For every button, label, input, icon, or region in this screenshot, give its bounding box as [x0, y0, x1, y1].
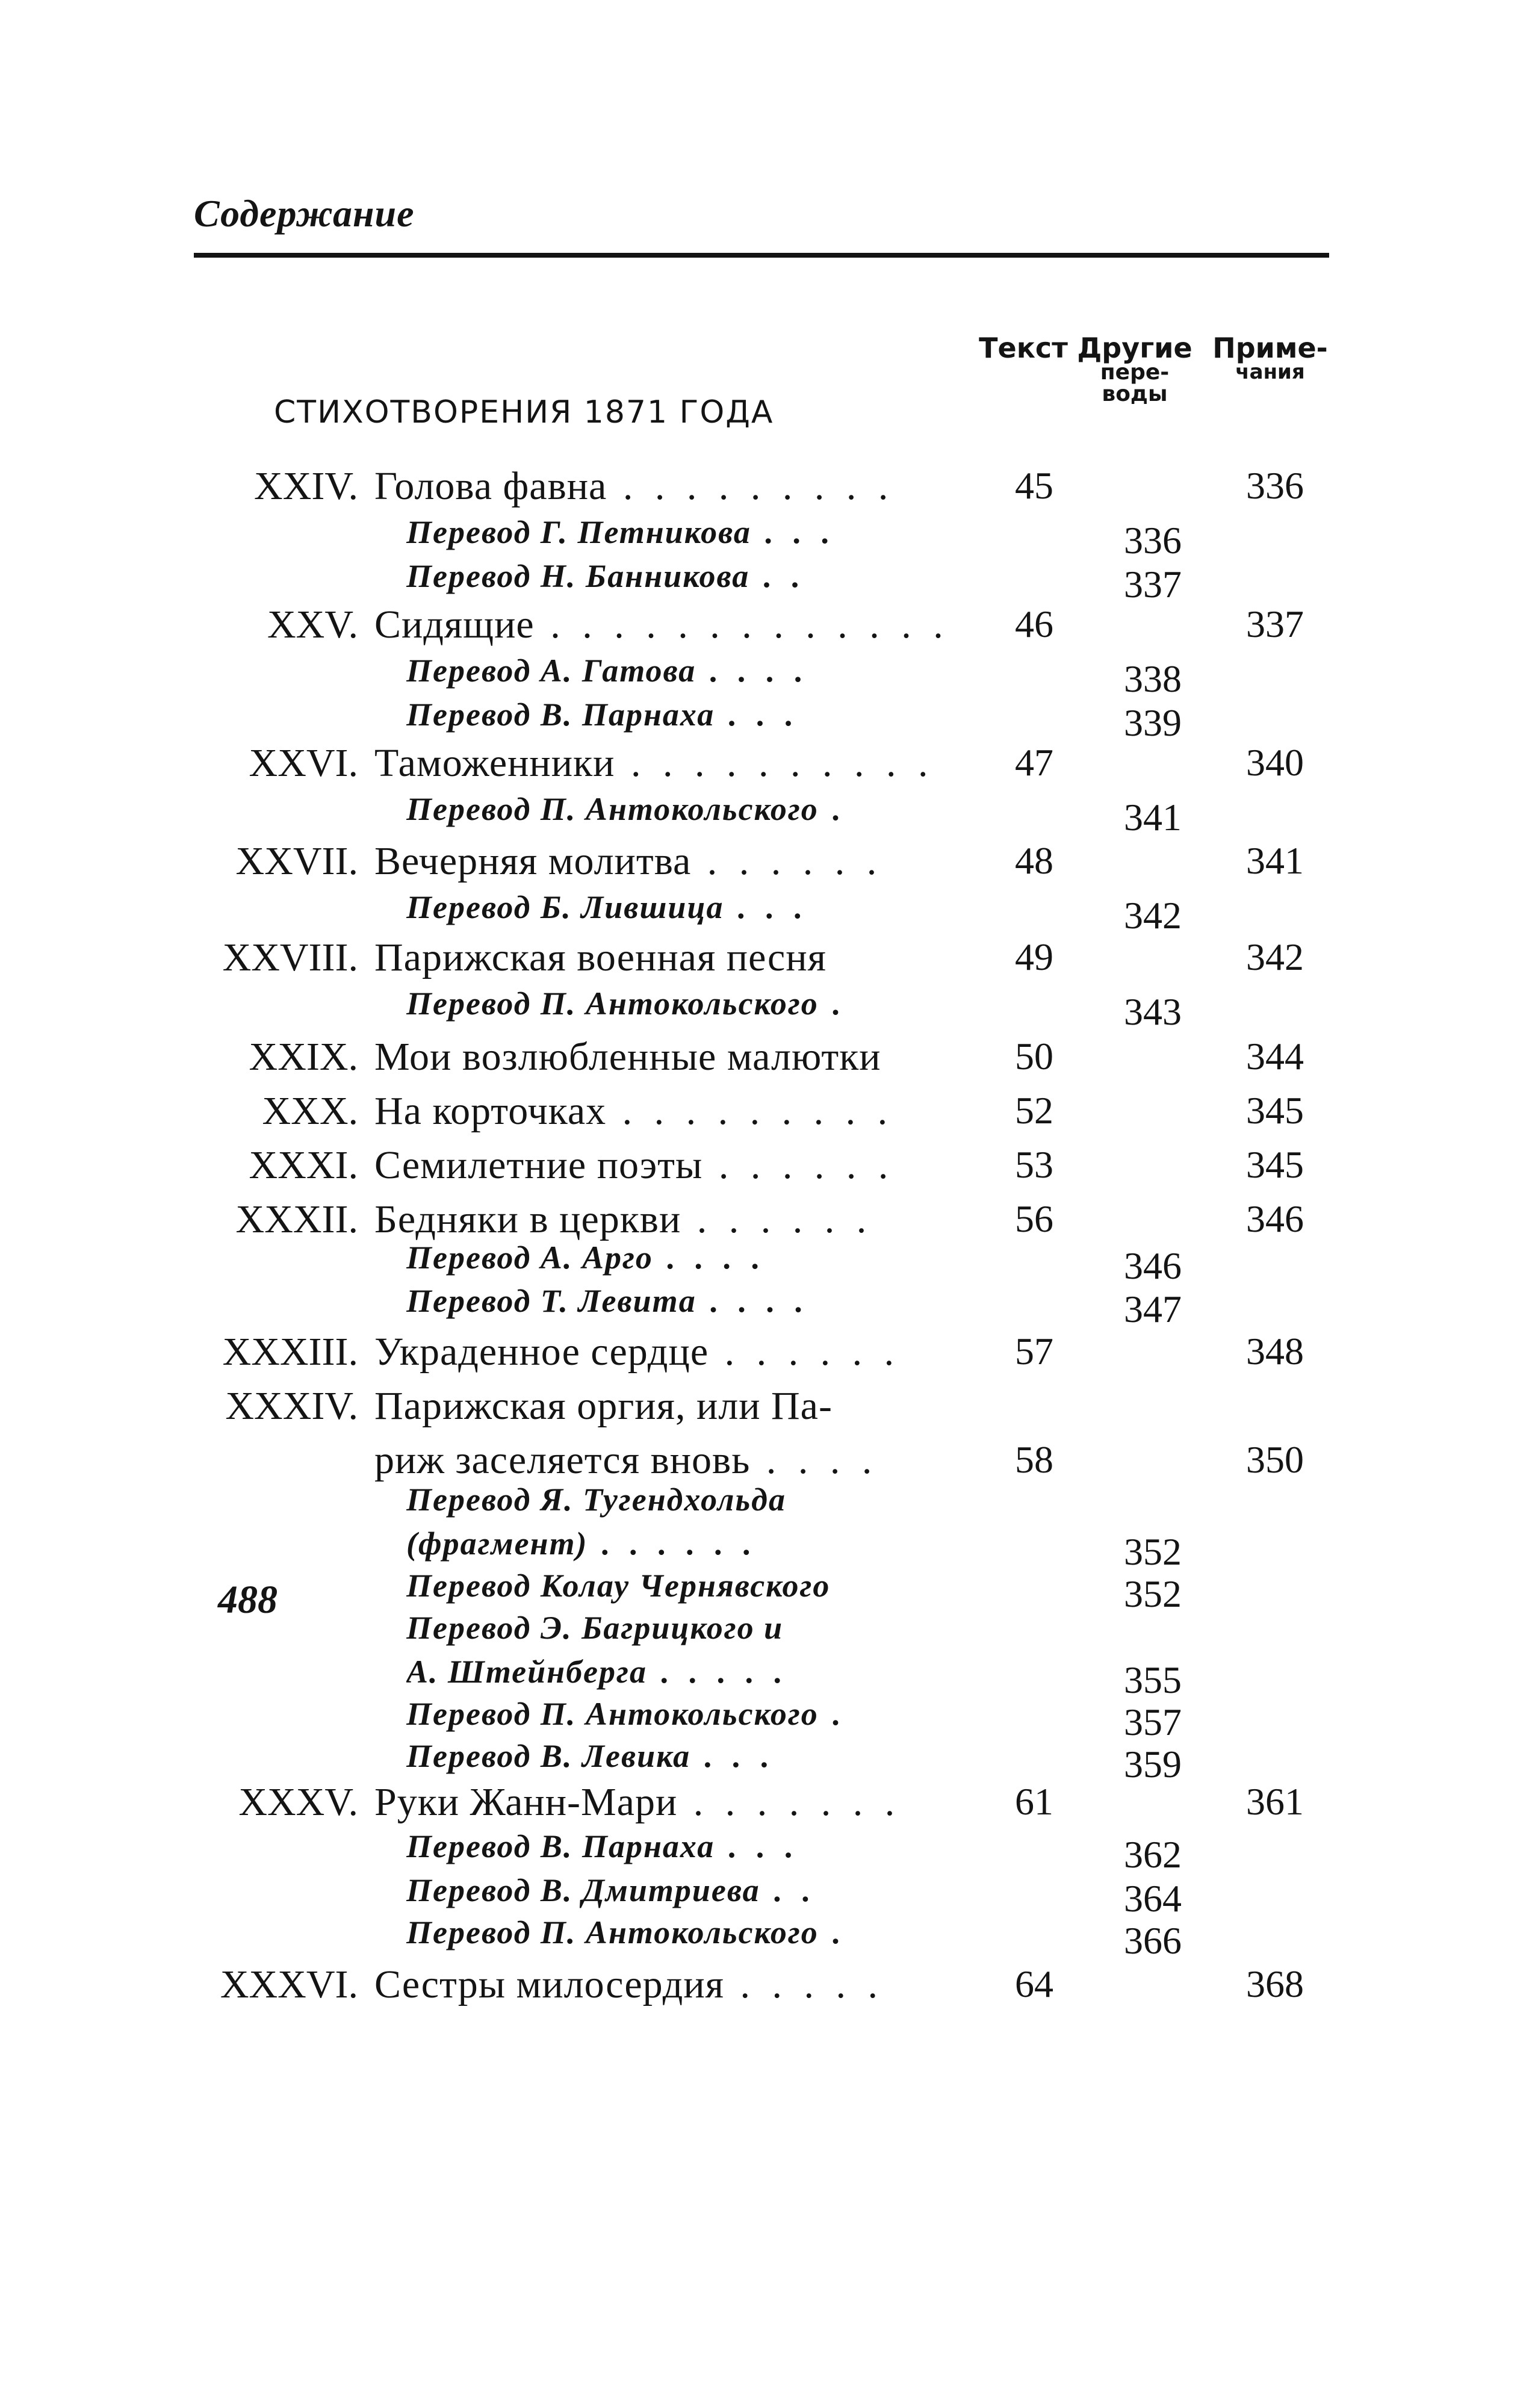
entry-text-page: 46	[1015, 603, 1053, 645]
toc-poem-entry	[0, 1780, 1535, 1828]
entry-title-line	[406, 985, 951, 1022]
entry-notes-page: 340	[1246, 741, 1304, 784]
entry-text-page: 58	[1015, 1438, 1053, 1481]
entry-text-page: 53	[1015, 1143, 1053, 1186]
entry-title: Мои возлюбленные малютки	[374, 1035, 881, 1079]
entry-title-line	[374, 1438, 951, 1483]
entry-title-line	[406, 790, 951, 828]
entry-title-line	[374, 1088, 951, 1134]
entry-title: Голова фавна	[374, 464, 607, 508]
dot-leader: . . .	[724, 889, 809, 925]
entry-title: Вечерняя молитва	[374, 839, 692, 883]
entry-number: XXX.	[262, 1089, 358, 1133]
toc-translation-entry	[0, 889, 1535, 937]
entry-number: XXXII.	[235, 1197, 358, 1241]
entry-number: XXVIII.	[222, 936, 358, 979]
dot-leader: . . . . . . .	[677, 1780, 901, 1824]
toc-poem-entry	[0, 1438, 1535, 1486]
entry-title-line	[406, 1481, 951, 1518]
entry-title-line	[406, 1239, 951, 1276]
entry-other-translation-page: 364	[1124, 1877, 1182, 1920]
entry-title-line	[374, 1143, 951, 1188]
entry-title: Сидящие	[374, 603, 535, 647]
toc-translation-entry	[0, 1282, 1535, 1330]
entry-notes-page: 368	[1246, 1963, 1304, 2005]
entry-title-line	[374, 1383, 951, 1429]
entry-text-page: 47	[1015, 741, 1053, 784]
entry-text-page: 61	[1015, 1780, 1053, 1823]
entry-title: Перевод В. Дмитриева	[406, 1872, 760, 1908]
dot-leader: . . . .	[653, 1240, 766, 1276]
dot-leader: . . . . . .	[709, 1330, 901, 1374]
entry-number: XXV.	[267, 603, 358, 647]
dot-leader: . . . . . . . . . . . . .	[534, 603, 949, 647]
toc-translation-entry	[0, 1695, 1535, 1743]
entry-other-translation-page: 357	[1124, 1701, 1182, 1743]
dot-leader: .	[818, 791, 847, 827]
toc-poem-entry	[0, 602, 1535, 650]
running-head: Содержание	[194, 192, 415, 235]
dot-leader: . . .	[715, 1828, 800, 1864]
entry-other-translation-page: 359	[1124, 1743, 1182, 1786]
dot-leader: . . . . .	[647, 1654, 789, 1690]
entry-text-page: 45	[1015, 464, 1053, 507]
entry-title-line	[406, 1609, 951, 1646]
entry-notes-page: 342	[1246, 936, 1304, 978]
entry-title-line	[406, 1737, 951, 1775]
entry-title: Таможенники	[374, 741, 615, 785]
entry-title-line	[374, 935, 951, 981]
toc-translation-entry	[0, 1872, 1535, 1920]
column-header-other-line: воды	[1102, 382, 1168, 406]
entry-title-line	[406, 514, 951, 551]
dot-leader: . . . . . . . . .	[606, 1089, 894, 1133]
dot-leader: . . . . . .	[691, 839, 883, 883]
dot-leader: .	[818, 1914, 847, 1950]
entry-number: XXXI.	[249, 1143, 358, 1187]
entry-title: Бедняки в церкви	[374, 1197, 681, 1241]
entry-title: риж заселяется вновь	[374, 1438, 751, 1482]
dot-leader: .	[818, 985, 847, 1022]
entry-title: Украденное сердце	[374, 1330, 709, 1374]
entry-other-translation-page: 342	[1124, 894, 1182, 937]
entry-other-translation-page: 352	[1124, 1572, 1182, 1615]
entry-title-line	[374, 464, 951, 509]
entry-title: Перевод В. Парнаха	[406, 1828, 715, 1864]
entry-other-translation-page: 339	[1124, 701, 1182, 744]
entry-notes-page: 361	[1246, 1780, 1304, 1823]
entry-title: Перевод Т. Левита	[406, 1283, 696, 1319]
toc-poem-entry	[0, 839, 1535, 887]
entry-other-translation-page: 362	[1124, 1833, 1182, 1876]
entry-number: XXIX.	[249, 1035, 358, 1079]
entry-other-translation-page: 352	[1124, 1530, 1182, 1573]
dot-leader: . . .	[751, 514, 836, 550]
entry-number: XXXVI.	[220, 1963, 358, 2006]
entry-title: Перевод П. Антокольского	[406, 1914, 819, 1950]
entry-other-translation-page: 347	[1124, 1288, 1182, 1330]
entry-title: Перевод В. Парнаха	[406, 697, 715, 733]
entry-title: Семилетние поэты	[374, 1143, 703, 1187]
toc-poem-entry	[0, 1088, 1535, 1137]
entry-notes-page: 345	[1246, 1143, 1304, 1186]
entry-title: Перевод А. Гатова	[406, 653, 696, 689]
toc-translation-entry	[0, 1737, 1535, 1786]
entry-title: Перевод П. Антокольского	[406, 1696, 819, 1732]
entry-title: Перевод Я. Тугендхольда	[406, 1482, 786, 1518]
entry-title: Перевод А. Арго	[406, 1240, 653, 1276]
toc-translation-entry	[0, 1481, 1535, 1529]
toc-translation-entry	[0, 1653, 1535, 1701]
entry-other-translation-page: 366	[1124, 1919, 1182, 1962]
entry-text-page: 57	[1015, 1330, 1053, 1373]
dot-leader: . . . .	[696, 1283, 810, 1319]
entry-other-translation-page: 337	[1124, 563, 1182, 606]
dot-leader: . . . . .	[724, 1963, 884, 2006]
dot-leader: . . . . . .	[588, 1525, 758, 1562]
toc-translation-entry	[0, 1828, 1535, 1876]
toc-translation-entry	[0, 985, 1535, 1033]
entry-title-line	[406, 1914, 951, 1951]
entry-number: XXVI.	[249, 741, 358, 785]
dot-leader: .	[818, 1696, 847, 1732]
entry-notes-page: 350	[1246, 1438, 1304, 1481]
entry-title-line	[406, 889, 951, 926]
toc-translation-entry	[0, 514, 1535, 562]
entry-notes-page: 344	[1246, 1035, 1304, 1078]
entry-title-line	[406, 1567, 951, 1604]
entry-title-line	[406, 1695, 951, 1733]
entry-other-translation-page: 343	[1124, 990, 1182, 1033]
entry-number: XXXV.	[238, 1780, 358, 1824]
entry-title-line	[406, 1828, 951, 1865]
entry-number: XXVII.	[235, 839, 358, 883]
dot-leader: . . . .	[750, 1438, 878, 1482]
dot-leader: . .	[749, 558, 807, 594]
column-header-text: Текст	[979, 332, 1068, 364]
entry-title: Парижская военная песня	[374, 936, 827, 979]
entry-title-line	[374, 740, 951, 786]
toc-poem-entry	[0, 464, 1535, 512]
entry-title: Перевод В. Левика	[406, 1738, 691, 1774]
entry-notes-page: 348	[1246, 1330, 1304, 1373]
entry-title: Руки Жанн-Мари	[374, 1780, 678, 1824]
toc-poem-entry	[0, 1329, 1535, 1377]
entry-other-translation-page: 341	[1124, 796, 1182, 839]
entry-title: Перевод Колау Чернявского	[406, 1568, 831, 1604]
entry-title-line	[374, 1780, 951, 1825]
entry-title: На корточках	[374, 1089, 607, 1133]
dot-leader: . . . . . .	[702, 1143, 895, 1187]
entry-title-line	[374, 1034, 951, 1080]
entry-title-line	[406, 557, 951, 595]
dot-leader: . .	[760, 1872, 817, 1908]
entry-other-translation-page: 338	[1124, 657, 1182, 700]
entry-title-line	[406, 1525, 951, 1562]
column-header-notes-line: Приме-	[1212, 332, 1328, 364]
dot-leader: . . . . . . . . .	[607, 464, 895, 508]
entry-title-line	[406, 1872, 951, 1909]
entry-other-translation-page: 336	[1124, 519, 1182, 562]
toc-translation-entry	[0, 790, 1535, 839]
page-number: 488	[218, 1578, 278, 1622]
toc-poem-entry	[0, 740, 1535, 789]
dot-leader: . . .	[715, 697, 800, 733]
entry-notes-page: 345	[1246, 1089, 1304, 1132]
entry-title: (фрагмент)	[406, 1525, 588, 1562]
entry-title-line	[406, 696, 951, 733]
column-header-notes-line: чания	[1235, 360, 1305, 384]
entry-title-line	[374, 1962, 951, 2008]
entry-number: XXXIV.	[225, 1384, 358, 1428]
entry-title: Парижская оргия, или Па-	[374, 1384, 833, 1428]
entry-notes-page: 341	[1246, 839, 1304, 882]
entry-text-page: 50	[1015, 1035, 1053, 1078]
toc-poem-entry	[0, 1034, 1535, 1082]
toc-translation-entry	[0, 1525, 1535, 1573]
toc-poem-entry	[0, 1197, 1535, 1245]
entry-title-line	[374, 1329, 951, 1375]
entry-title: А. Штейнберга	[406, 1654, 647, 1690]
entry-number: XXXIII.	[222, 1330, 358, 1374]
dot-leader: . . . . . . . . . .	[615, 741, 934, 785]
entry-title: Сестры милосердия	[374, 1963, 724, 2006]
entry-title-line	[374, 1197, 951, 1243]
entry-title: Перевод Б. Лившица	[406, 889, 724, 925]
toc-poem-entry	[0, 1962, 1535, 2010]
entry-other-translation-page: 355	[1124, 1659, 1182, 1701]
toc-translation-entry	[0, 1914, 1535, 1962]
entry-text-page: 49	[1015, 936, 1053, 978]
dot-leader: . . . . . .	[681, 1197, 873, 1241]
toc-translation-entry	[0, 557, 1535, 606]
toc-translation-entry	[0, 1239, 1535, 1287]
entry-notes-page: 346	[1246, 1197, 1304, 1240]
entry-title-line	[374, 839, 951, 884]
entry-text-page: 48	[1015, 839, 1053, 882]
entry-notes-page: 336	[1246, 464, 1304, 507]
dot-leader: . . .	[690, 1738, 776, 1774]
section-title: СТИХОТВОРЕНИЯ 1871 ГОДА	[274, 394, 774, 430]
entry-text-page: 64	[1015, 1963, 1053, 2005]
toc-poem-entry	[0, 1383, 1535, 1432]
entry-title: Перевод Г. Петникова	[406, 514, 751, 550]
entry-title: Перевод П. Антокольского	[406, 985, 819, 1022]
entry-title-line	[406, 1282, 951, 1320]
entry-title-line	[406, 652, 951, 689]
entry-number: XXIV.	[254, 464, 358, 508]
dot-leader: . . . .	[696, 653, 810, 689]
entry-title-line	[374, 602, 951, 648]
toc-poem-entry	[0, 935, 1535, 983]
toc-poem-entry	[0, 1143, 1535, 1191]
entry-notes-page: 337	[1246, 603, 1304, 645]
entry-title: Перевод Э. Багрицкого и	[406, 1610, 784, 1646]
entry-title: Перевод П. Антокольского	[406, 791, 819, 827]
toc-translation-entry	[0, 696, 1535, 744]
entry-text-page: 52	[1015, 1089, 1053, 1132]
entry-text-page: 56	[1015, 1197, 1053, 1240]
toc-translation-entry	[0, 652, 1535, 700]
entry-title-line	[406, 1653, 951, 1690]
entry-other-translation-page: 346	[1124, 1244, 1182, 1287]
column-header-other-line: пере-	[1100, 360, 1170, 385]
column-header-other-line: Другие	[1077, 332, 1192, 364]
entry-title: Перевод Н. Банникова	[406, 558, 750, 594]
